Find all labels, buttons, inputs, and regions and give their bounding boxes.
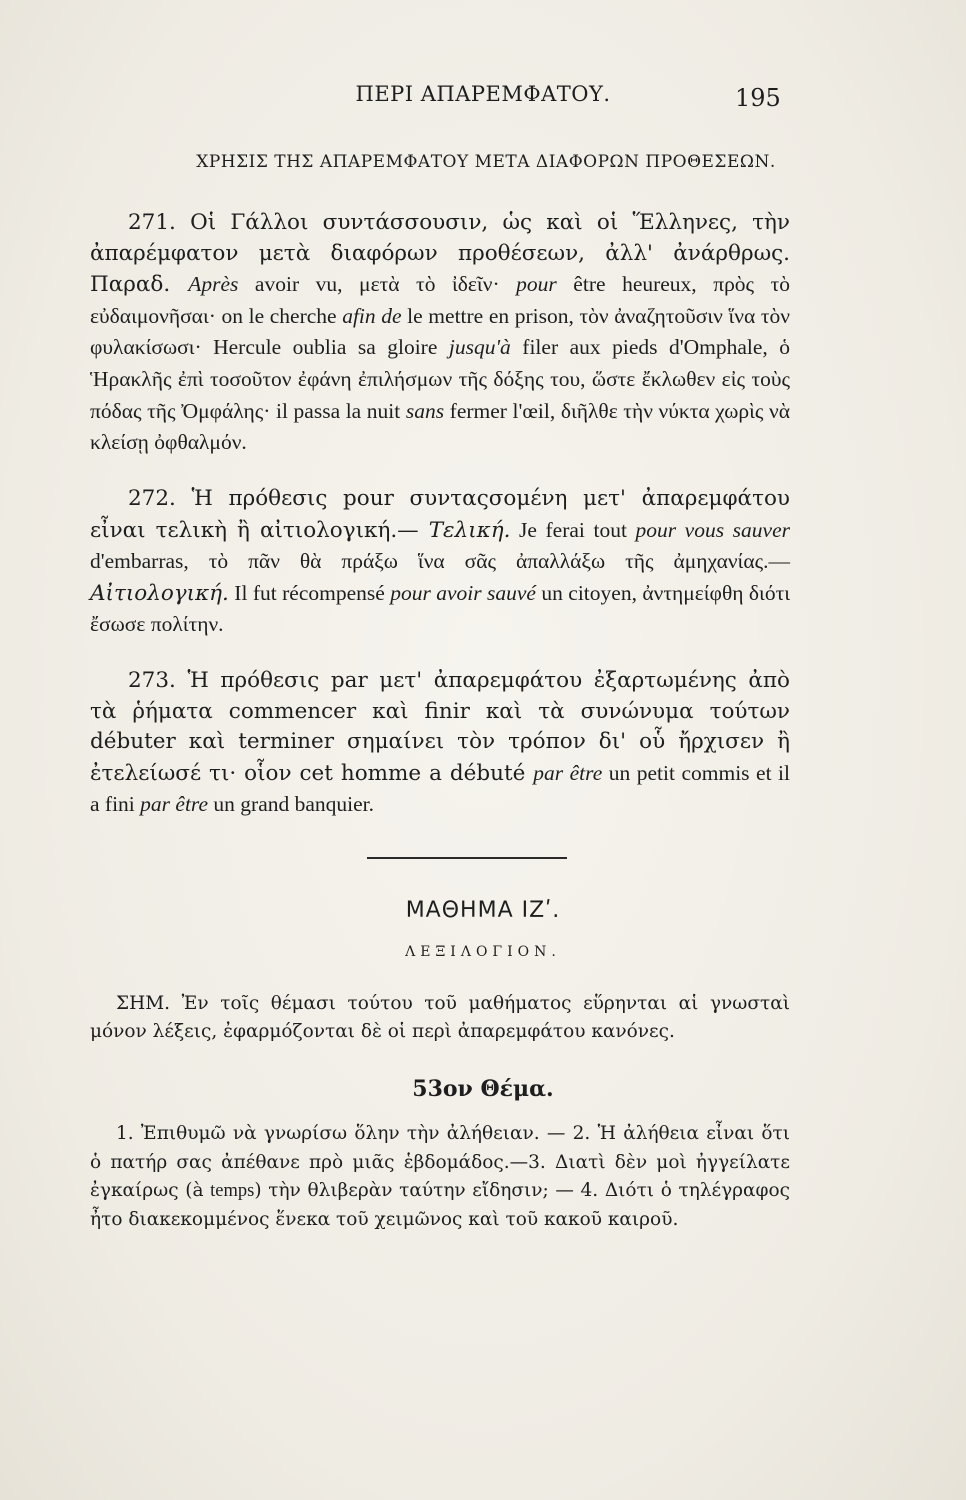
running-title: ΠΕΡΙ ΑΠΑΡΕΜΦΑΤΟΥ.	[355, 82, 611, 106]
section-title: ΧΡΗΣΙΣ ΤΗΣ ΑΠΑΡΕΜΦΑΤΟΥ ΜΕΤΑ ΔΙΑΦΟΡΩΝ ΠΡΟΘΕΣΕΩΝ.	[196, 152, 776, 172]
french-example: pour	[516, 272, 557, 297]
french-example: pour vous sauver	[635, 517, 790, 542]
text-run: 1. Ἐπιθυμῶ νὰ γνωρίσω ὅλην τὴν ἀλήθειαν. — 2. Ἡ ἀλήθεια εἶναι ὅτι ὁ πατήρ σας ἀπέθανε πρὸ μιᾶς ἑβδομάδος.—3. Διατὶ δὲν μοὶ ἠγγείλατε ἐγκαίρως (à	[90, 1123, 790, 1201]
text-run: un petit commis et il a fini	[90, 760, 790, 817]
category-label: Τελική.	[428, 517, 511, 543]
text-run: un citoyen, ἀντημείφθη διότι ἔσωσε πολίτην.	[90, 580, 790, 637]
text-run: filer aux pieds d'Omphale, ὁ Ἡρακλῆς ἐπὶ τοσοῦτον ἐφάνη ἐπιλήσμων τῆς δόξης του, ὥστε ἔκλωθεν εἰς τοὺς πόδας τῆς Ὀμφάλης· il passa la nuit	[90, 335, 790, 423]
french-example: temps	[210, 1181, 255, 1201]
text-run: 271. Οἱ Γάλλοι συντάσσουσιν, ὡς καὶ οἱ Ἕλληνες, τὴν ἀπαρέμφατον μετὰ διαφόρων προθέσεων, ἀλλ' ἀνάρθρως. Παραδ.	[90, 210, 790, 298]
page-number: 195	[735, 84, 781, 112]
french-example: Après	[188, 272, 239, 297]
lesson-subtitle: ΛΕΞΙΛΟΓΙΟΝ.	[405, 944, 561, 960]
french-example: par être	[140, 792, 209, 817]
category-label: Αἰτιολογική.	[90, 580, 229, 606]
note-text: Ἐν τοῖς θέμασι τούτου τοῦ μαθήματος εὕρηνται αἱ γνωσταὶ μόνον λέξεις, ἐφαρμόζονται δὲ οἱ περὶ ἀπαρεμφάτου κανόνες.	[90, 993, 790, 1042]
paragraph-271	[90, 208, 790, 459]
french-example: pour avoir sauvé	[390, 580, 536, 605]
french-example: afin de	[342, 303, 402, 328]
paragraph-272	[90, 484, 790, 641]
lesson-title: ΜΑΘΗΜΑ ΙΖʹ.	[405, 898, 561, 923]
paragraph-273	[90, 666, 790, 821]
text-run: d'embarras, τὸ πᾶν θὰ πράξω ἵνα σᾶς ἀπαλλάξω τῆς ἀμηχανίας.—	[90, 549, 790, 574]
french-example: par être	[533, 760, 603, 785]
lesson-note	[90, 990, 790, 1046]
text-run: le mettre en prison, τὸν ἀναζητοῦσιν ἵνα τὸν φυλακίσωσι· Hercule oublia sa gloire	[90, 303, 790, 360]
text-run: fermer l'œil, διῆλθε τὴν νύκτα χωρὶς νὰ κλείσῃ ὀφθαλμόν.	[90, 398, 791, 455]
text-run: Il fut récompensé	[228, 580, 391, 605]
text-run: 273. Ἡ πρόθεσις par μετ' ἀπαρεμφάτου ἐξαρτωμένης ἀπὸ τὰ ῥήματα commencer καὶ finir καὶ τὰ συνώνυμα τούτων débuter καὶ terminer σημαίνει τὸν τρόπον δι' οὗ ἤρχισεν ἢ ἐτελείωσέ τι· οἷον cet homme a débuté	[90, 668, 790, 786]
exercise-text	[90, 1120, 790, 1234]
text-run: un grand banquier.	[208, 792, 375, 817]
text-run: Je ferai tout	[510, 517, 636, 542]
note-label: ΣΗΜ.	[116, 993, 171, 1014]
text-run: être heureux, πρὸς τὸ εὐδαιμονῆσαι· on le cherche	[90, 272, 791, 328]
french-example: sans	[405, 398, 445, 423]
exercise-title: 53ον Θέμα.	[412, 1076, 554, 1102]
text-run: avoir vu, μετὰ τὸ ἰδεῖν·	[238, 272, 517, 297]
french-example: jusqu'à	[448, 335, 511, 360]
text-run: ) τὴν θλιβερὰν ταύτην εἴδησιν; — 4. Διότι ὁ τηλέγραφος ἦτο διακεκομμένος ἕνεκα τοῦ χειμῶνος καὶ τοῦ κακοῦ καιροῦ.	[90, 1180, 791, 1230]
text-run: 272. Ἡ πρόθεσις pour συνταςσομένη μετ' ἀπαρεμφάτου εἶναι τελικὴ ἢ αἰτιολογική.—	[90, 486, 790, 543]
section-divider	[367, 857, 567, 859]
